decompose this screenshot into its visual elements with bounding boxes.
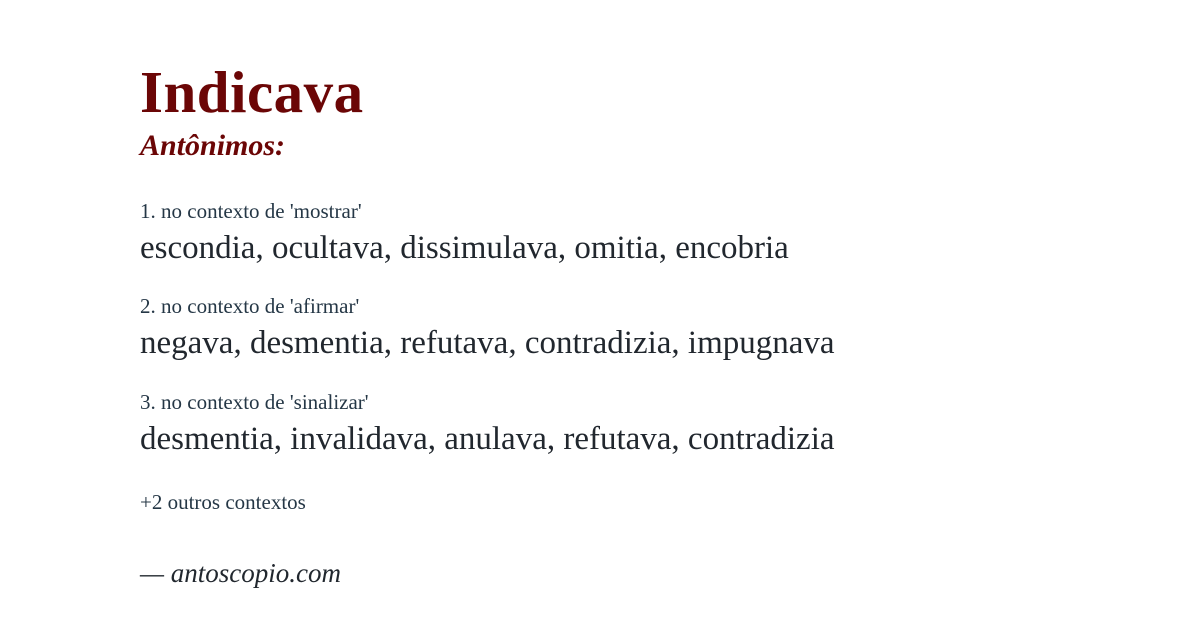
more-contexts-note: +2 outros contextos — [140, 489, 306, 514]
antonyms-list: escondia, ocultava, dissimulava, omitia, encobria — [140, 230, 789, 267]
context-label: 3. no contexto de 'sinalizar' — [140, 389, 369, 414]
antonyms-heading: Antônimos: — [140, 128, 286, 162]
antonyms-list: desmentia, invalidava, anulava, refutava, contradizia — [140, 420, 835, 457]
source-attribution: — antoscopio.com — [140, 557, 341, 588]
context-block-3 — [140, 391, 1140, 460]
context-block-1 — [140, 200, 1140, 269]
antonyms-list: negava, desmentia, refutava, contradizia, impugnava — [140, 325, 835, 362]
context-block-2 — [140, 295, 1140, 364]
context-list — [140, 200, 1140, 460]
headword: Indicava — [140, 59, 364, 125]
context-label: 1. no contexto de 'mostrar' — [140, 198, 362, 223]
context-label: 2. no contexto de 'afirmar' — [140, 294, 360, 319]
